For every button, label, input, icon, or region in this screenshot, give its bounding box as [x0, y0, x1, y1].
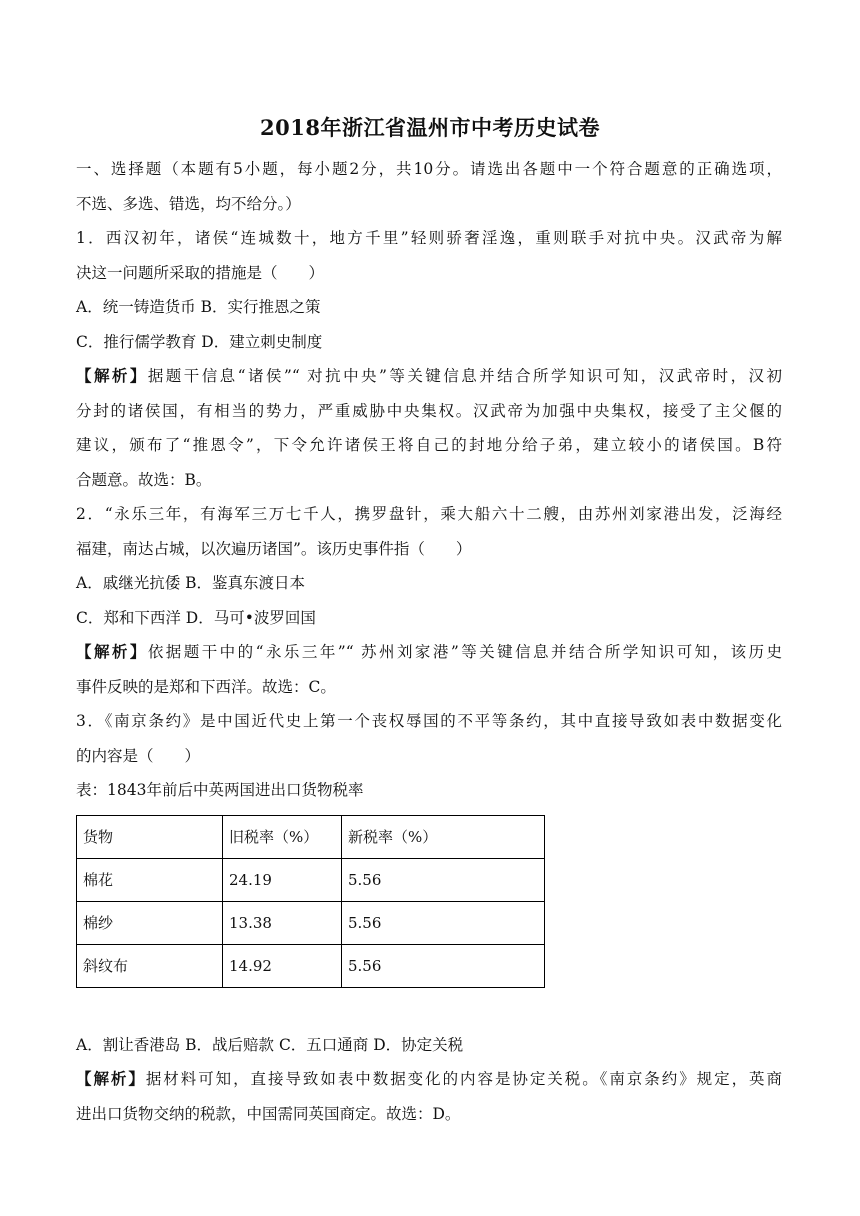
analysis-tag: 【解析】: [76, 366, 148, 385]
exam-content: [76, 152, 782, 1131]
table-cell: 5.56: [342, 858, 545, 901]
analysis-tag: 【解析】: [76, 642, 148, 661]
analysis-line: 进出口货物交纳的税款，中国需同英国商定。故选：D。: [76, 1104, 461, 1123]
table-header-row: [77, 815, 545, 858]
question-2: [76, 497, 782, 704]
question-stem-line: 福建，南达占城，以次遍历诸国”。该历史事件指（ ）: [76, 539, 472, 558]
question-options-line: C．郑和下西洋 D．马可•波罗回国: [76, 608, 316, 627]
analysis-line: 事件反映的是郑和下西洋。故选：C。: [76, 677, 336, 696]
table-cell: 13.38: [223, 901, 342, 944]
question-options-line: A．统一铸造货币 B．实行推恩之策: [76, 298, 321, 316]
question-options-line: C．推行儒学教育 D．建立刺史制度: [76, 332, 323, 351]
question-options-line: A．戚继光抗倭 B．鉴真东渡日本: [76, 574, 306, 592]
section-instruction-line: 不选、多选、错选，均不给分。）: [76, 194, 301, 213]
question-stem-line: 3．《南京条约》是中国近代史上第一个丧权辱国的不平等条约，其中直接导致如表中数据变化: [76, 712, 782, 730]
table-cell: 5.56: [342, 901, 545, 944]
question-3: [76, 704, 782, 1131]
analysis-line: [76, 1062, 782, 1097]
question-1: [76, 221, 782, 497]
analysis-tag: 【解析】: [76, 1069, 146, 1088]
table-header-cell: 货物: [77, 815, 223, 858]
page-title: 2018年浙江省温州市中考历史试卷: [260, 115, 600, 140]
analysis-line: [76, 635, 782, 670]
table-row: [77, 858, 545, 901]
table-cell: 14.92: [223, 944, 342, 987]
question-stem-line: 决这一问题所采取的措施是（ ）: [76, 263, 325, 282]
question-stem-line: 1．西汉初年，诸侯“连城数十，地方千里”轻则骄奢淫逸，重则联手对抗中央。汉武帝为解: [76, 229, 782, 247]
spacer: [76, 988, 782, 1028]
question-stem-line: 2．“永乐三年，有海军三万七千人，携罗盘针，乘大船六十二艘，由苏州刘家港出发，泛海经: [76, 505, 782, 523]
analysis-text: 据题干信息“诸侯”“ 对抗中央”等关键信息并结合所学知识可知，汉武帝时，汉初: [147, 367, 782, 385]
table-cell: 5.56: [342, 944, 545, 987]
table-header-cell: 新税率（%）: [342, 815, 545, 858]
section-instruction-line: 一、选择题（本题有5小题，每小题2分，共10分。请选出各题中一个符合题意的正确选项，: [76, 160, 782, 178]
table-header-cell: 旧税率（%）: [223, 815, 342, 858]
table-cell: 棉花: [77, 858, 223, 901]
table-row: [77, 944, 545, 987]
table-caption: 表：1843年前后中英两国进出口货物税率: [76, 781, 364, 799]
question-options-line: A．割让香港岛 B．战后赔款 C．五口通商 D．协定关税: [76, 1035, 464, 1054]
analysis-line: 分封的诸侯国，有相当的势力，严重威胁中央集权。汉武帝为加强中央集权，接受了主父偃的: [76, 401, 782, 420]
analysis-line: 建议，颁布了“推恩令”，下令允许诸侯王将自己的封地分给子弟，建立较小的诸侯国。B符: [76, 436, 782, 454]
analysis-line: [76, 359, 782, 394]
section-instructions: [76, 152, 782, 221]
table-row: [77, 901, 545, 944]
tax-rate-table: [76, 815, 545, 988]
question-stem-line: 的内容是（ ）: [76, 746, 201, 765]
table-cell: 24.19: [223, 858, 342, 901]
analysis-line: 合题意。故选：B。: [76, 470, 212, 489]
table-cell: 棉纱: [77, 901, 223, 944]
table-cell: 斜纹布: [77, 944, 223, 987]
analysis-text: 依据题干中的“永乐三年”“ 苏州刘家港”等关键信息并结合所学知识可知，该历史: [147, 643, 782, 661]
analysis-text: 据材料可知，直接导致如表中数据变化的内容是协定关税。《南京条约》规定，英商: [145, 1070, 782, 1088]
